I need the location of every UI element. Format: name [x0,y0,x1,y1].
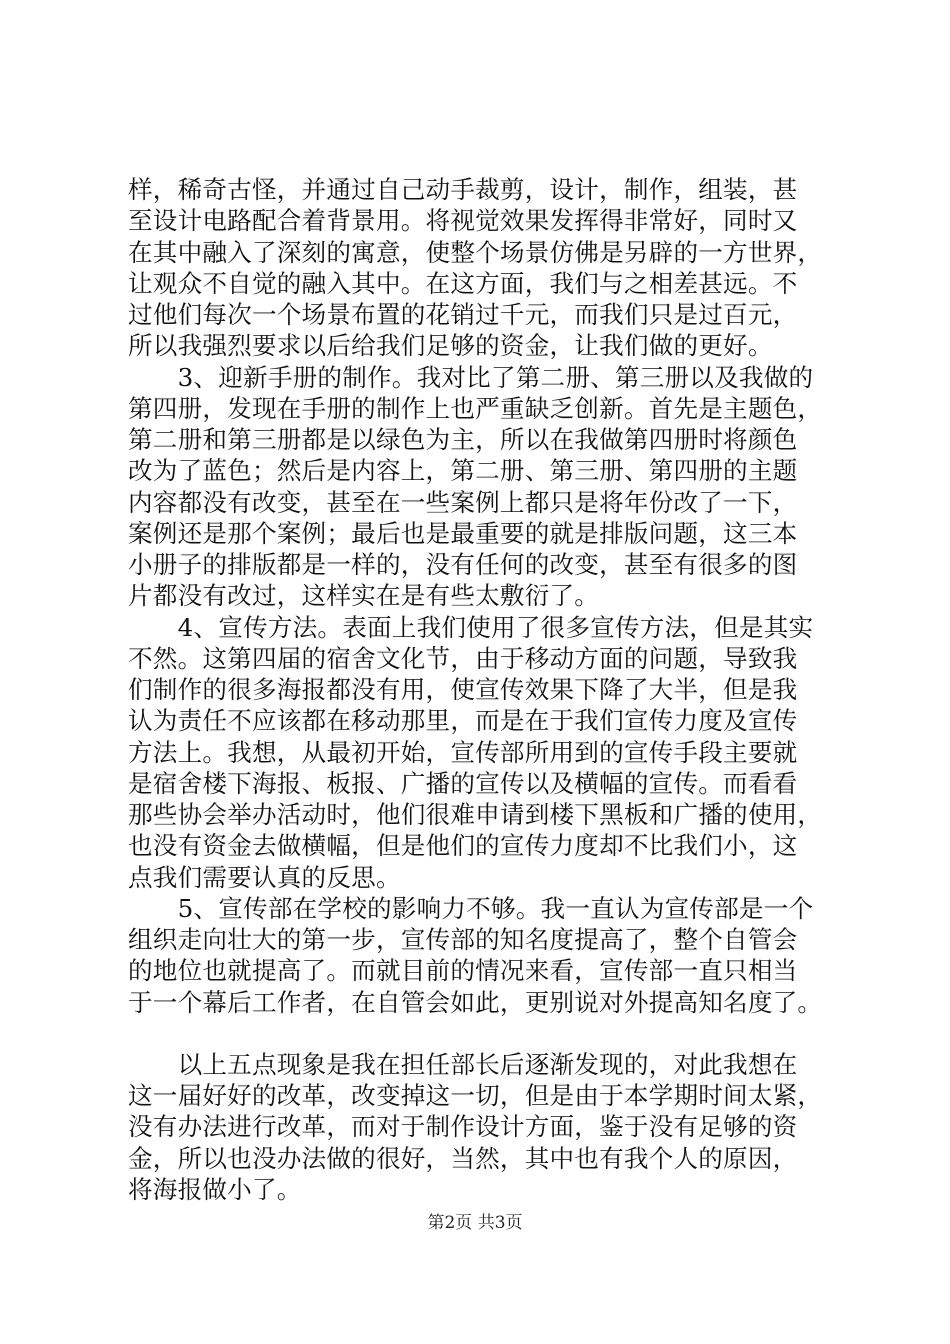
text-line: 5、宣传部在学校的影响力不够。我一直认为宣传部是一个 [128,893,814,923]
text-line: 小册子的排版都是一样的，没有任何的改变，甚至有很多的图 [128,550,798,579]
conclusion-line: 金，所以也没办法做的很好，当然，其中也有我个人的原因， [128,1143,798,1173]
text-line: 认为责任不应该都在移动那里，而是在于我们宣传力度及宣传 [128,706,798,736]
text-line: 们制作的很多海报都没有用，使宣传效果下降了大半，但是我 [128,675,798,704]
text-line: 在其中融入了深刻的寓意，使整个场景仿佛是另辟的一方世界， [128,237,823,267]
text-line: 至设计电路配合着背景用。将视觉效果发挥得非常好，同时又 [128,206,798,236]
text-line: 所以我强烈要求以后给我们足够的资金，让我们做的更好。 [128,331,773,361]
text-line: 过他们每次一个场景布置的花销过千元，而我们只是过百元， [128,300,798,329]
text-line: 组织走向壮大的第一步，宣传部的知名度提高了，整个自管会 [128,925,798,954]
text-line: 于一个幕后工作者，在自管会如此，更别说对外提高知名度了。 [128,987,823,1017]
text-line: 4、宣传方法。表面上我们使用了很多宣传方法，但是其实 [128,612,814,642]
conclusion-line: 以上五点现象是我在担任部长后逐渐发现的，对此我想在 [128,1049,798,1079]
text-line: 样，稀奇古怪，并通过自己动手裁剪，设计，制作，组装，甚 [128,175,798,204]
text-line: 不然。这第四届的宿舍文化节，由于移动方面的问题，导致我 [128,643,798,673]
text-line: 方法上。我想，从最初开始，宣传部所用到的宣传手段主要就 [128,737,798,767]
conclusion-line: 这一届好好的改革，改变掉这一切，但是由于本学期时间太紧， [128,1081,823,1110]
text-line: 第四册，发现在手册的制作上也严重缺乏创新。首先是主题色， [128,393,823,423]
text-line: 案例还是那个案例；最后也是最重要的就是排版问题，这三本 [128,518,798,548]
text-line: 第二册和第三册都是以绿色为主，所以在我做第四册时将颜色 [128,425,798,454]
conclusion-line: 没有办法进行改革，而对于制作设计方面，鉴于没有足够的资 [128,1112,798,1142]
text-line: 让观众不自觉的融入其中。在这方面，我们与之相差甚远。不 [128,268,798,298]
paragraph-gap [128,1018,850,1049]
text-line: 的地位也就提高了。而就目前的情况来看，宣传部一直只相当 [128,956,798,986]
text-line: 那些协会举办活动时，他们很难申请到楼下黑板和广播的使用， [128,800,823,829]
text-line: 也没有资金去做横幅，但是他们的宣传力度却不比我们小，这 [128,831,798,861]
conclusion-line: 将海报做小了。 [128,1174,302,1204]
text-line: 片都没有改过，这样实在是有些太敷衍了。 [128,581,600,611]
body-text [128,174,850,1205]
text-line: 内容都没有改变，甚至在一些案例上都只是将年份改了一下， [128,487,798,517]
text-line: 3、迎新手册的制作。我对比了第二册、第三册以及我做的 [128,362,814,392]
text-line: 点我们需要认真的反思。 [128,862,401,892]
text-line: 改为了蓝色；然后是内容上，第二册、第三册、第四册的主题 [128,456,798,486]
text-line: 是宿舍楼下海报、板报、广播的宣传以及横幅的宣传。而看看 [128,768,798,798]
page-number-footer: 第2页 共3页 [427,1213,523,1233]
